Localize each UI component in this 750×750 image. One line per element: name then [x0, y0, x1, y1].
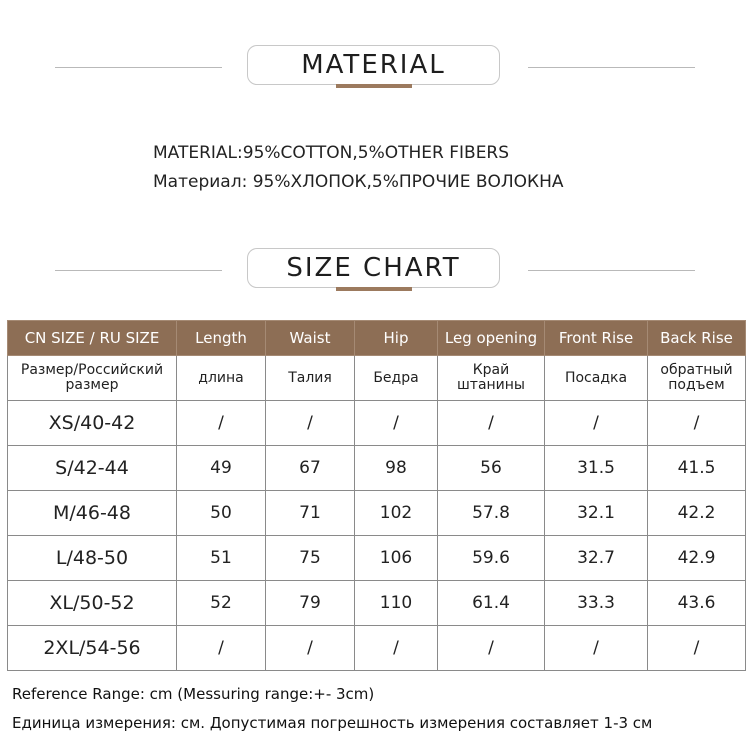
value-cell: 33.3 — [545, 581, 648, 626]
header-cell: Waist — [266, 321, 355, 356]
material-text-en: MATERIAL:95%COTTON,5%OTHER FIBERS — [153, 143, 510, 163]
ru-header-cell: обратный подъем — [648, 356, 746, 401]
value-cell: 41.5 — [648, 446, 746, 491]
value-cell: 110 — [355, 581, 438, 626]
divider-line — [528, 67, 695, 68]
value-cell: 42.2 — [648, 491, 746, 536]
value-cell: 102 — [355, 491, 438, 536]
divider-line — [55, 270, 222, 271]
value-cell: 59.6 — [438, 536, 545, 581]
size-cell: S/42-44 — [8, 446, 177, 491]
ru-header-cell: Бедра — [355, 356, 438, 401]
value-cell: 42.9 — [648, 536, 746, 581]
table-row — [8, 446, 746, 491]
value-cell: 75 — [266, 536, 355, 581]
value-cell: 56 — [438, 446, 545, 491]
value-cell: 31.5 — [545, 446, 648, 491]
value-cell: / — [266, 626, 355, 671]
value-cell: 79 — [266, 581, 355, 626]
value-cell: / — [355, 401, 438, 446]
value-cell: 43.6 — [648, 581, 746, 626]
value-cell: / — [545, 401, 648, 446]
reference-range-note: Reference Range: cm (Messuring range:+- 3cm) — [12, 685, 375, 703]
ru-header-cell: длина — [177, 356, 266, 401]
value-cell: / — [177, 401, 266, 446]
ru-header-cell: Размер/Российский размер — [8, 356, 177, 401]
size-cell: M/46-48 — [8, 491, 177, 536]
value-cell: 67 — [266, 446, 355, 491]
value-cell: / — [177, 626, 266, 671]
size-cell: XS/40-42 — [8, 401, 177, 446]
header-cell: Back Rise — [648, 321, 746, 356]
value-cell: 98 — [355, 446, 438, 491]
value-cell: 50 — [177, 491, 266, 536]
divider-line — [55, 67, 222, 68]
material-heading: MATERIAL — [247, 45, 500, 85]
size-table — [7, 320, 746, 671]
ru-header-cell: Край штанины — [438, 356, 545, 401]
table-row — [8, 401, 746, 446]
value-cell: / — [438, 401, 545, 446]
heading-underbar — [336, 84, 412, 88]
table-row — [8, 491, 746, 536]
material-section-header — [0, 45, 750, 93]
size-chart-section-header — [0, 248, 750, 296]
size-chart-heading: SIZE CHART — [247, 248, 500, 288]
table-header-row — [8, 321, 746, 356]
value-cell: / — [648, 626, 746, 671]
size-cell: 2XL/54-56 — [8, 626, 177, 671]
value-cell: 106 — [355, 536, 438, 581]
value-cell: / — [648, 401, 746, 446]
value-cell: / — [355, 626, 438, 671]
ru-header-cell: Талия — [266, 356, 355, 401]
value-cell: / — [266, 401, 355, 446]
value-cell: 32.1 — [545, 491, 648, 536]
divider-line — [528, 270, 695, 271]
header-cell: Hip — [355, 321, 438, 356]
value-cell: 32.7 — [545, 536, 648, 581]
header-cell: Length — [177, 321, 266, 356]
size-cell: XL/50-52 — [8, 581, 177, 626]
table-row — [8, 626, 746, 671]
value-cell: / — [438, 626, 545, 671]
size-cell: L/48-50 — [8, 536, 177, 581]
value-cell: / — [545, 626, 648, 671]
table-row — [8, 536, 746, 581]
value-cell: 49 — [177, 446, 266, 491]
table-ru-header-row — [8, 356, 746, 401]
header-cell: CN SIZE / RU SIZE — [8, 321, 177, 356]
value-cell: 71 — [266, 491, 355, 536]
value-cell: 61.4 — [438, 581, 545, 626]
value-cell: 57.8 — [438, 491, 545, 536]
ru-header-cell: Посадка — [545, 356, 648, 401]
material-text-ru: Материал: 95%ХЛОПОК,5%ПРОЧИЕ ВОЛОКНА — [153, 172, 564, 192]
table-row — [8, 581, 746, 626]
value-cell: 51 — [177, 536, 266, 581]
header-cell: Front Rise — [545, 321, 648, 356]
value-cell: 52 — [177, 581, 266, 626]
heading-underbar — [336, 287, 412, 291]
header-cell: Leg opening — [438, 321, 545, 356]
measurement-tolerance-note: Единица измерения: см. Допустимая погрешность измерения составляет 1-3 см — [12, 714, 653, 732]
